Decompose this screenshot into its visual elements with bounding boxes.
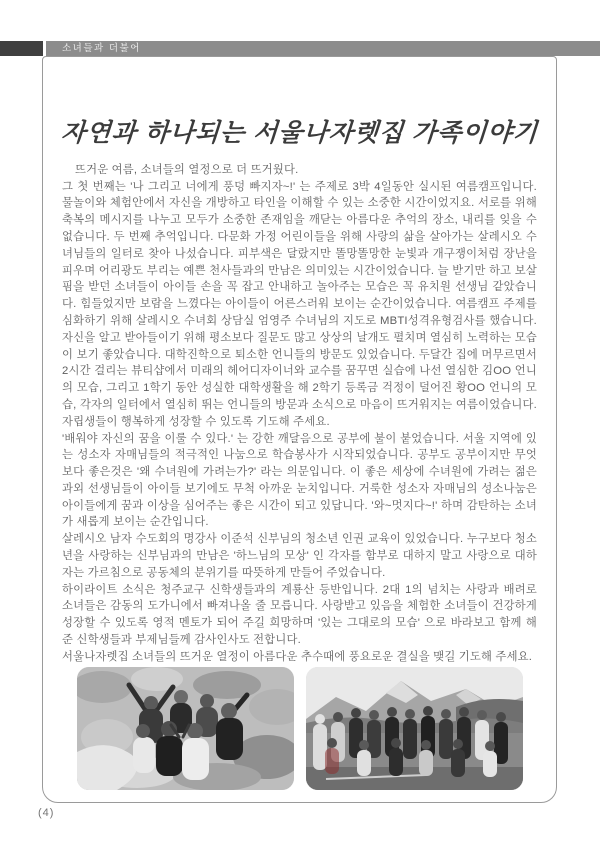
page-number: (4): [38, 807, 55, 819]
paragraph: 그 첫 번째는 '나 그리고 너에게 풍덩 빠지자~!' 는 주제로 3박 4일동안 실시된 여름캠프입니다. 물놀이와 체험안에서 자신을 개방하고 타인을 이해할 수 있는 소중한 시간이었지요. 서로를 위해 축복의 메시지를 나누고 모두가 소중한 존재임을 깨닫는 아름다운 추억의 장소, 내리를 잊을 수 없습니다. 두 번째 추억입니다. 다문화 가정 어린이들을 위해 사랑의 삶을 살아가는 살레시오 수녀님들의 일터로 찾아 나섰습니다. 피부색은 달랐지만 똘망똘망한 눈빛과 개구쟁이처럼 장난을 피우며 어리광도 부리는 예쁜 천사들과의 만남은 의미있는 시간이었습니다. 늘 받기만 하고 보살핌을 받던 소녀들이 아이들 손을 꼭 잡고 안내하고 놀아주는 모습은 꼭 유치원 선생님 같았습니다. 힘들었지만 보람을 느꼈다는 아이들이 어른스러워 보이는 순간이었습니다. 여름캠프 주제를 심화하기 위해 살레시오 수녀회 상담실 엄영주 수녀님의 지도로 MBTI성격유형검사를 했습니다. 자신을 알고 받아들이기 위해 평소보다 질문도 많고 상상의 날개도 펼치며 열심히 노력하는 모습이 보기 좋았습니다. 대학진학으로 퇴소한 언니들의 방문도 있었습니다. 두달간 집에 머무르면서 2시간 걸리는 뷰티샵에서 미래의 헤어디자이너와 교수를 꿈꾸면 실습에 나선 열심한 김OO 언니의 모습, 그리고 1학기 동안 성실한 대학생활을 해 2학기 등록금 걱정이 덜어진 황OO 언니의 모습, 각자의 일터에서 열심히 뛰는 언니들의 방문과 소식으로 마음이 뜨거워지는 여름이었습니다. 자립생들이 행복하게 성장할 수 있도록 기도해 주세요.: [62, 180, 537, 428]
header-accent-block: [0, 41, 43, 56]
article-title: 자연과 하나되는 서울나자렛집 가족이야기: [60, 119, 539, 147]
photo-mountain-road-group: [306, 667, 523, 790]
section-header-bar: [46, 41, 600, 56]
paragraph: 서울나자렛집 소녀들의 뜨거운 열정이 아름다운 추수때에 풍요로운 결실을 맺길 기도해 주세요.: [62, 650, 533, 663]
photo-mountain-road-group-image: [306, 667, 523, 790]
paragraph: 뜨거운 여름, 소녀들의 열정으로 더 뜨거웠다.: [75, 163, 299, 176]
photo-row: [43, 667, 556, 790]
paragraph: 하이라이트 소식은 청주교구 신학생들과의 계룡산 등반입니다. 2대 1의 넘치는 사랑과 배려로 소녀들은 감동의 도가니에서 빠져나올 줄 모릅니다. 사랑받고 있음을 체험한 소녀들이 건강하게 성장할 수 있도록 영적 멘토가 되어 주길 희망하며 '있는 그대로의 모습' 으로 바라보고 함께 해 준 신학생들과 부제님들께 감사인사도 전합니다.: [62, 583, 537, 647]
article-body: [62, 162, 537, 666]
paragraph: 살레시오 남자 수도회의 명강사 이준석 신부님의 청소년 인권 교육이 있었습니다. 누구보다 청소년을 사랑하는 신부님과의 만남은 '하느님의 모상' 인 각자를 함부로 대하지 말고 사랑으로 대하자는 가르침으로 공동체의 분위기를 따뜻하게 만들어 주었습니다.: [62, 533, 537, 579]
paragraph: '배워야 자신의 꿈을 이룰 수 있다.' 는 강한 깨달음으로 공부에 불이 붙었습니다. 서울 지역에 있는 성소자 자매님들의 적극적인 나눔으로 학습봉사가 시작되었습니다. 공부도 공부이지만 무엇보다 좋은것은 '왜 수녀원에 가려는가?' 라는 의문입니다. 이 좋은 세상에 수녀원에 가려는 젊은 과외 선생님들이 아이들 보기에도 무척 아까운 눈치입니다. 거룩한 성소자 자매님의 성소나눔은 아이들에게 꿈과 이상을 심어주는 좋은 시간이 되고 있답니다. '와~멋지다~!' 하며 감탄하는 소녀가 새롭게 보이는 순간입니다.: [62, 432, 537, 529]
photo-hillside-group: [77, 667, 294, 790]
article-frame: [42, 56, 557, 803]
photo-hillside-group-image: [77, 667, 294, 790]
section-header-label: 소녀들과 더불어: [62, 43, 141, 54]
